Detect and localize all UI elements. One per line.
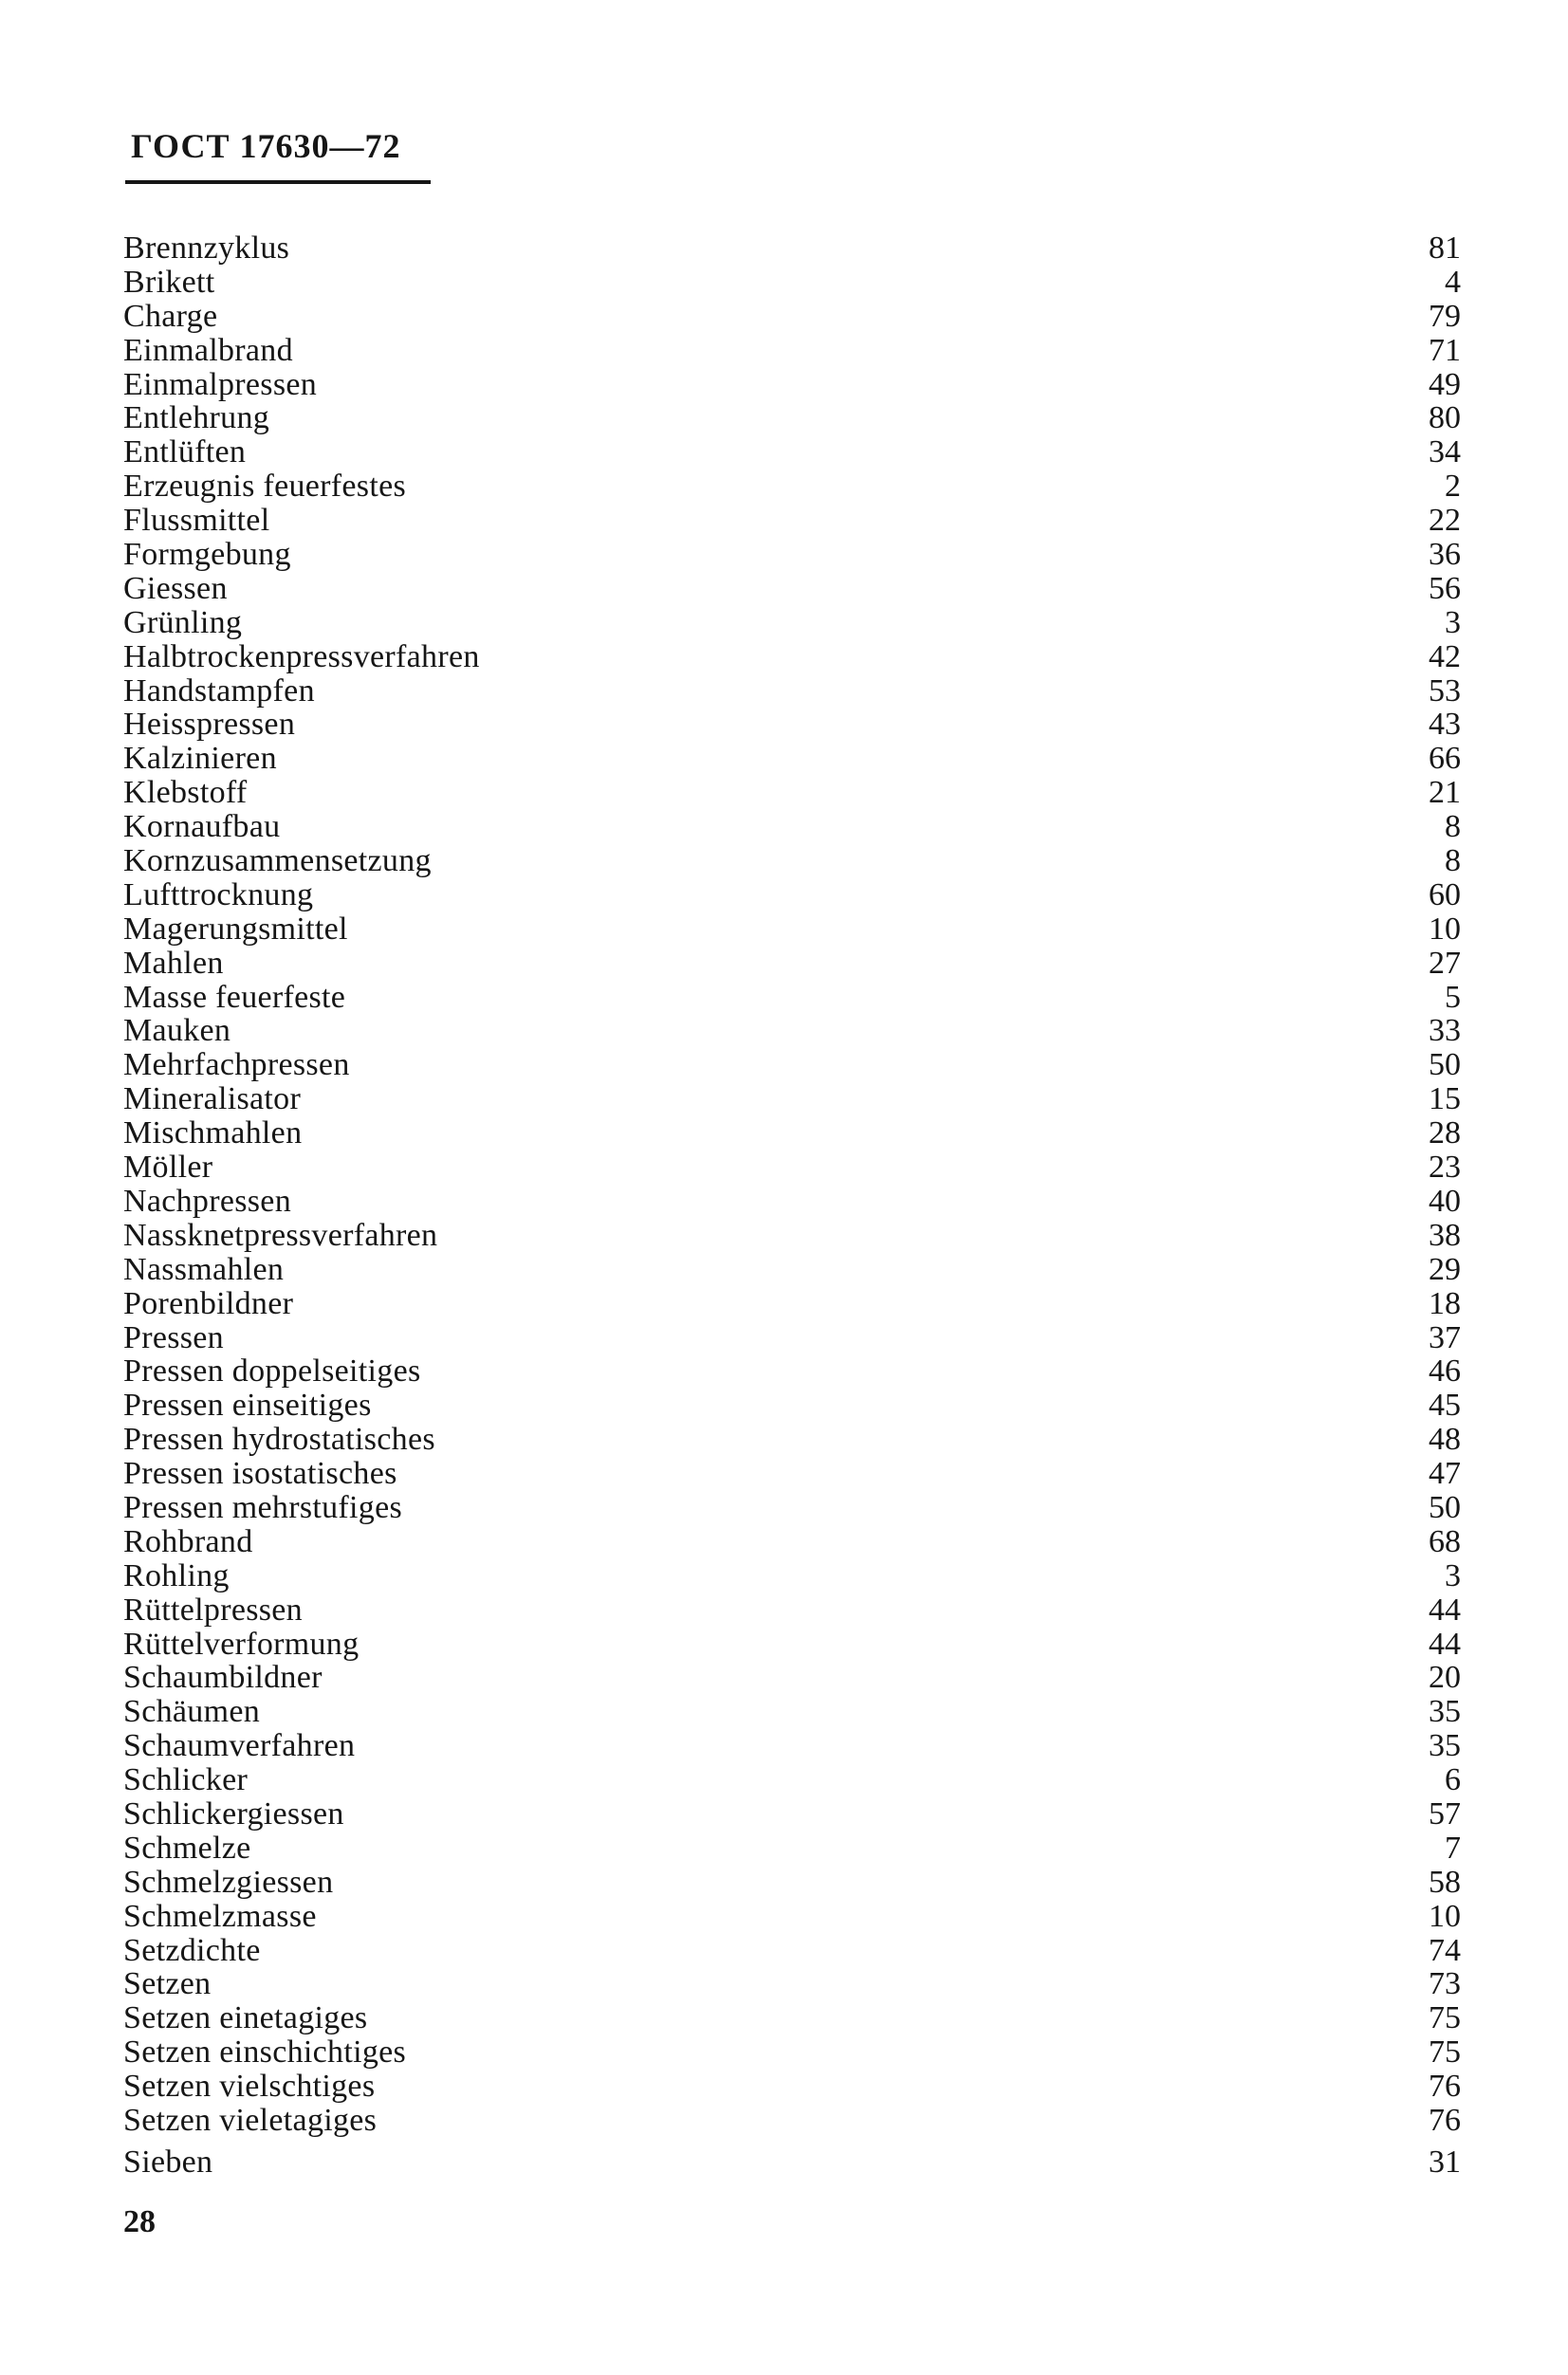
index-number: 8 [1445,843,1461,879]
index-number: 31 [1429,2144,1461,2180]
index-number: 15 [1429,1081,1461,1117]
index-entry [123,742,1461,776]
index-term: Flussmittel [123,503,270,539]
index-term: Rohling [123,1557,230,1593]
index-term: Schäumen [123,1694,261,1730]
index-entry [123,1048,1461,1082]
index-number: 75 [1429,2000,1461,2036]
index-number: 47 [1429,1456,1461,1492]
index-term: Pressen isostatisches [123,1456,397,1492]
index-entry [123,1491,1461,1525]
index-entry [123,1116,1461,1151]
index-term: Setzen einschichtiges [123,2034,407,2071]
index-number: 8 [1445,809,1461,845]
index-number: 10 [1429,1898,1461,1934]
index-term: Rüttelverformung [123,1626,360,1662]
index-entry [123,981,1461,1015]
index-entry [123,912,1461,947]
index-term: Einmalpressen [123,366,318,402]
index-number: 35 [1429,1728,1461,1764]
document-header: ГОСТ 17630—72 [131,127,401,165]
index-entry [123,1695,1461,1729]
index-entry [123,2070,1461,2104]
index-number: 74 [1429,1932,1461,1968]
index-number: 44 [1429,1626,1461,1662]
index-entry [123,878,1461,912]
index-number: 43 [1429,707,1461,743]
index-term: Setzen [123,1966,212,2002]
index-number: 60 [1429,876,1461,912]
index-term: Masse feuerfeste [123,979,346,1015]
index-number: 44 [1429,1592,1461,1628]
index-term: Halbtrockenpressverfahren [123,638,480,674]
index-number: 50 [1429,1047,1461,1083]
index-entry [123,1593,1461,1628]
index-term: Entlehrung [123,400,270,436]
index-term: Charge [123,298,218,334]
index-term: Schmelzgiessen [123,1864,334,1900]
index-number: 76 [1429,2069,1461,2105]
index-term: Mahlen [123,945,224,981]
index-term: Setzdichte [123,1932,261,1968]
index-term: Nassmahlen [123,1251,285,1287]
index-term: Kornzusammensetzung [123,843,432,879]
index-entry [123,1832,1461,1866]
index-entry [123,1967,1461,2001]
index-term: Grünling [123,604,243,640]
index-number: 50 [1429,1489,1461,1525]
index-entry [123,435,1461,469]
index-term: Pressen einseitiges [123,1388,372,1424]
page-number: 28 [123,2204,156,2239]
index-number: 22 [1429,503,1461,539]
index-number: 73 [1429,1966,1461,2002]
index-entry [123,1389,1461,1423]
index-number: 3 [1445,1557,1461,1593]
index-number: 20 [1429,1660,1461,1696]
index-entry [123,1900,1461,1934]
index-term: Mineralisator [123,1081,302,1117]
index-number: 27 [1429,945,1461,981]
index-entry [123,844,1461,878]
index-number: 5 [1445,979,1461,1015]
index-number: 2 [1445,469,1461,505]
index-number: 53 [1429,672,1461,709]
index-list [123,231,1461,2180]
index-number: 36 [1429,537,1461,573]
index-number: 3 [1445,604,1461,640]
index-term: Erzeugnis feuerfestes [123,469,406,505]
index-entry [123,947,1461,981]
index-number: 79 [1429,298,1461,334]
index-term: Porenbildner [123,1285,294,1321]
index-entry [123,708,1461,742]
index-entry [123,1866,1461,1900]
index-entry [123,1185,1461,1219]
index-entry [123,1151,1461,1185]
index-term: Brikett [123,264,215,300]
index-term: Lufttrocknung [123,876,314,912]
index-term: Giessen [123,570,228,606]
index-term: Magerungsmittel [123,911,348,947]
index-entry [123,1559,1461,1593]
index-term: Pressen [123,1319,224,1355]
index-entry [123,1287,1461,1321]
index-term: Nachpressen [123,1183,292,1219]
index-entry [123,266,1461,300]
header-rule [125,180,431,184]
index-term: Handstampfen [123,672,315,709]
index-entry [123,1628,1461,1662]
index-term: Einmalbrand [123,332,293,368]
index-number: 23 [1429,1150,1461,1186]
index-number: 68 [1429,1523,1461,1559]
index-term: Kornaufbau [123,809,281,845]
index-term: Setzen vielschtiges [123,2069,376,2105]
index-entry [123,1934,1461,1968]
index-entry [123,810,1461,844]
index-entry [123,1423,1461,1457]
index-number: 28 [1429,1115,1461,1151]
index-number: 49 [1429,366,1461,402]
index-entry [123,640,1461,674]
index-entry [123,1525,1461,1559]
index-entry [123,776,1461,810]
index-term: Sieben [123,2144,213,2180]
index-entry [123,674,1461,709]
index-entry [123,1219,1461,1253]
index-number: 57 [1429,1795,1461,1832]
index-term: Mischmahlen [123,1115,303,1151]
index-entry [123,300,1461,334]
index-number: 21 [1429,775,1461,811]
index-entry [123,1729,1461,1763]
index-term: Brennzyklus [123,230,290,266]
index-term: Mauken [123,1013,231,1049]
index-entry [123,606,1461,640]
index-number: 81 [1429,230,1461,266]
index-entry [123,2145,1461,2180]
index-number: 75 [1429,2034,1461,2071]
index-number: 48 [1429,1422,1461,1458]
index-term: Nassknetpressverfahren [123,1217,438,1253]
index-number: 38 [1429,1217,1461,1253]
index-number: 33 [1429,1013,1461,1049]
index-number: 46 [1429,1353,1461,1390]
index-number: 4 [1445,264,1461,300]
index-number: 35 [1429,1694,1461,1730]
index-term: Möller [123,1150,213,1186]
index-number: 66 [1429,741,1461,777]
index-number: 7 [1445,1830,1461,1866]
index-number: 71 [1429,332,1461,368]
index-term: Klebstoff [123,775,248,811]
index-entry [123,469,1461,504]
index-number: 37 [1429,1319,1461,1355]
index-entry [123,1457,1461,1491]
index-term: Entlüften [123,434,247,470]
index-entry [123,1354,1461,1389]
index-entry [123,2104,1461,2138]
index-number: 6 [1445,1762,1461,1798]
index-entry [123,231,1461,266]
index-entry [123,2035,1461,2070]
index-entry [123,538,1461,572]
index-term: Schmelze [123,1830,251,1866]
index-term: Kalzinieren [123,741,277,777]
index-term: Schlickergiessen [123,1795,344,1832]
index-number: 18 [1429,1285,1461,1321]
index-entry [123,1082,1461,1116]
index-entry [123,1661,1461,1695]
index-entry [123,1321,1461,1355]
index-term: Schmelzmasse [123,1898,317,1934]
index-entry [123,368,1461,402]
index-term: Setzen vieletagiges [123,2102,378,2138]
index-number: 80 [1429,400,1461,436]
index-entry [123,401,1461,435]
index-term: Schaumverfahren [123,1728,356,1764]
index-entry [123,572,1461,606]
index-number: 29 [1429,1251,1461,1287]
index-number: 34 [1429,434,1461,470]
index-number: 10 [1429,911,1461,947]
index-entry [123,1253,1461,1287]
index-number: 45 [1429,1388,1461,1424]
index-term: Rüttelpressen [123,1592,303,1628]
index-term: Formgebung [123,537,291,573]
index-term: Pressen mehrstufiges [123,1489,403,1525]
index-entry [123,504,1461,538]
index-term: Heisspressen [123,707,296,743]
index-entry [123,1797,1461,1832]
index-entry [123,1014,1461,1048]
index-entry [123,2001,1461,2035]
index-number: 56 [1429,570,1461,606]
index-number: 58 [1429,1864,1461,1900]
index-number: 42 [1429,638,1461,674]
index-term: Mehrfachpressen [123,1047,350,1083]
index-number: 40 [1429,1183,1461,1219]
index-term: Schlicker [123,1762,249,1798]
index-term: Pressen doppelseitiges [123,1353,421,1390]
index-entry [123,1763,1461,1797]
index-term: Setzen einetagiges [123,2000,368,2036]
index-entry [123,334,1461,368]
index-number: 76 [1429,2102,1461,2138]
index-term: Pressen hydrostatisches [123,1422,435,1458]
index-term: Rohbrand [123,1523,253,1559]
index-term: Schaumbildner [123,1660,323,1696]
